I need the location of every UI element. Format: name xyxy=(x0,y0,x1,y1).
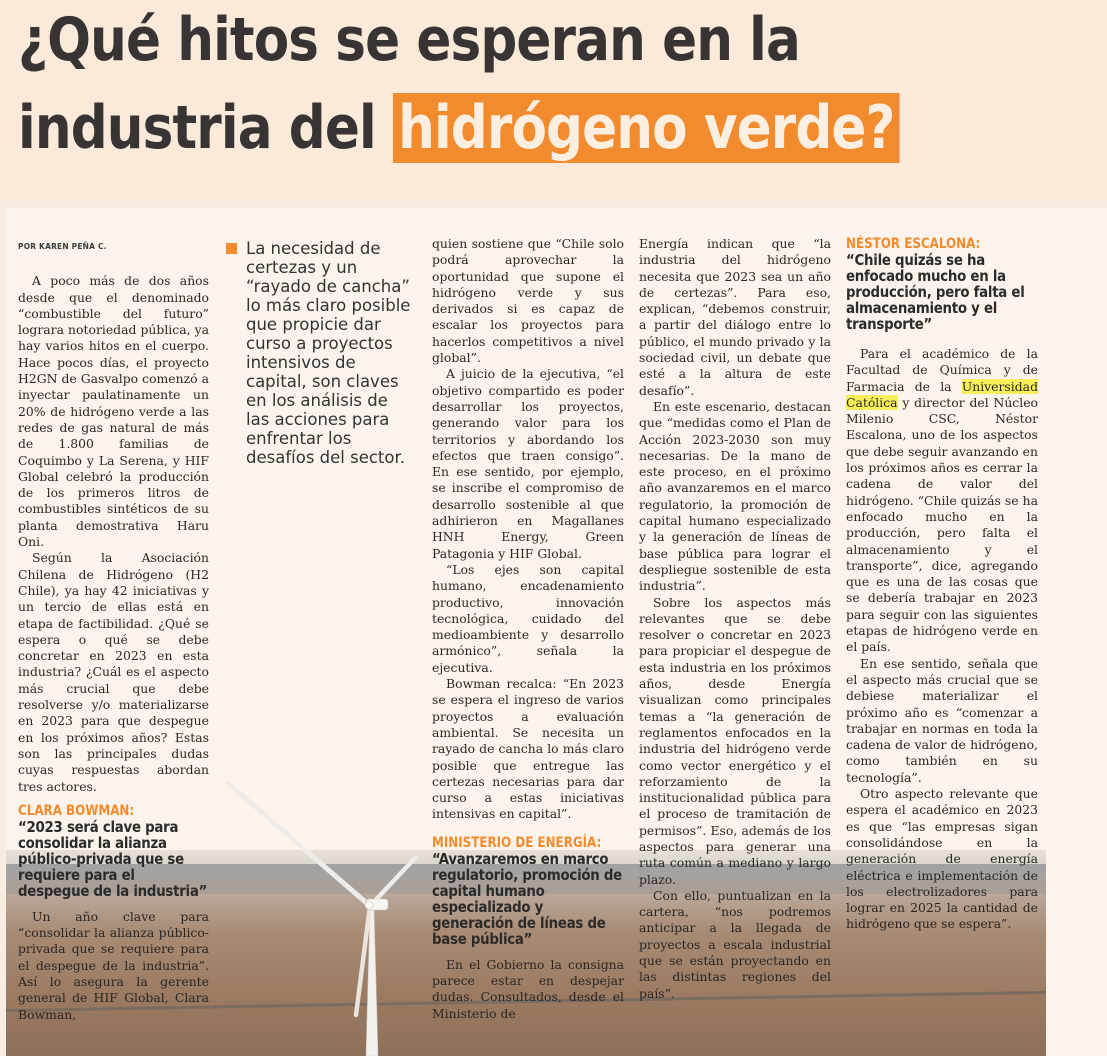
col3-paragraph-3: “Los ejes son capital humano, encadenamiento productivo, innovación tecnológica, cuidado del medioambiente y desarrollo armónico”, señala la ejecutiva. xyxy=(432,561,624,675)
col3-paragraph-5: En el Gobierno la consigna parece estar en despejar dudas. Consultados, desde el Ministerio de xyxy=(432,956,624,1021)
column-2 xyxy=(226,239,416,467)
byline: POR KAREN PEÑA C. xyxy=(18,242,107,251)
ministerio-energia-quote: “Avanzaremos en marco regulatorio, promoción de capital humano especializado y generación de líneas de base pública” xyxy=(432,849,622,948)
ministerio-energia-name: MINISTERIO DE ENERGÍA: xyxy=(432,834,602,851)
nestor-escalona-quote: “Chile quizás se ha enfocado mucho en la producción, pero falta el almacenamiento y el transporte” xyxy=(846,251,1025,333)
wind-turbine-image xyxy=(220,775,450,1056)
col4-paragraph-4: Con ello, puntualizan en la cartera, “nos podremos anticipar a la llegada de proyectos a escala industrial que se están proyectando en las distintas regiones del país”. xyxy=(639,887,831,1001)
col3-paragraph-4: Bowman recalca: “En 2023 se espera el ingreso de varios proyectos a evaluación ambiental. Se necesita un rayado de cancha lo más claro posible que entregue las certezas necesarias para dar curso a estas iniciativas intensivas en capital”. xyxy=(432,676,624,822)
headline-band xyxy=(0,0,1107,200)
col5-p1-after: y director del Núcleo Milenio CSC, Néstor Escalona, uno de los aspectos que debe seguir avanzando en los próximos años es cerrar la cadena de valor del hidrógeno. “Chile quizás se ha enfocado mucho en la producción, pero falta el almacenamiento y el transporte”, dice, agregando que es una de las cosas que se debería trabajar en 2023 para seguir con las siguientes etapas de hidrógeno verde en el país. xyxy=(846,394,1038,655)
col5-p1-before: Para el académico de la Facultad de Química y de Farmacia de la xyxy=(846,346,1038,394)
nestor-escalona-name: NÉSTOR ESCALONA: xyxy=(846,236,981,252)
col4-paragraph-1: Energía indican que “la industria del hidrógeno necesita que 2023 sea un año de certezas”. Para eso, explican, “debemos construir, a partir del diálogo entre lo público, el mundo privado y la sociedad civil, un debate que esté a la altura de este desafío”. xyxy=(639,236,831,398)
col1-paragraph-1: A poco más de dos años desde que el denominado “combustible del futuro” lograra notoriedad pública, ya hay varios hitos en el cuerpo. Hace pocos días, el proyecto H2GN de Gasvalpo comenzó a inyectar paulatinamente un 20% de hidrógeno verde a las redes de gas natural de más de 1.800 familias de Coquimbo y La Serena, y HIF Global celebró la producción de los primeros litros de combustibles sintéticos de su planta demostrativa Haru Oni. xyxy=(18,273,209,550)
column-3 xyxy=(432,236,624,1022)
column-1 xyxy=(18,239,209,1023)
headline-line-1: ¿Qué hitos se esperan en la xyxy=(18,5,800,75)
col1-paragraph-3: Un año clave para “consolidar la alianza público-privada que se requiere para el despegue de la industria”. Así lo asegura la gerente general de HIF Global, Clara Bowman, xyxy=(18,908,209,1022)
pull-quote-text: La necesidad de certezas y un “rayado de cancha” lo más claro posible que propicie dar curso a proyectos intensivos de capital, son claves en los análisis de las acciones para enfrentar los desafíos del sector. xyxy=(246,239,411,467)
column-5 xyxy=(846,236,1038,933)
universidad-catolica-highlight: Universidad Católica xyxy=(846,378,1038,410)
col5-paragraph-3: Otro aspecto relevante que espera el académico en 2023 es que “las empresas sigan consolidándose en la generación de energía eléctrica e implementación de los electrolizadores para lograr en 2025 la cantidad de hidrógeno que se espera”. xyxy=(846,786,1038,932)
headline-line-2 xyxy=(18,92,900,164)
col3-paragraph-1: quien sostiene que “Chile solo podrá aprovechar la oportunidad que supone el hidrógeno verde y sus derivados si es capaz de escalar los proyectos para hacerlos competitivos a nivel global”. xyxy=(432,236,624,366)
clara-bowman-quote: “2023 será clave para consolidar la alianza público-privada que se requiere para el despegue de la industria” xyxy=(18,817,208,900)
headline-line-2-plain: industria del xyxy=(18,93,393,163)
col4-paragraph-2: En este escenario, destacan que “medidas como el Plan de Acción 2023-2030 son muy necesarias. De la mano de este proceso, en el próximo año avanzaremos en el marco regulatorio, la promoción de capital humano especializado y la generación de líneas de base pública para lograr el despliegue sostenible de esta industria”. xyxy=(639,398,831,594)
pull-quote xyxy=(226,239,416,467)
col5-paragraph-1 xyxy=(846,346,1038,656)
col1-paragraph-2: Según la Asociación Chilena de Hidrógeno (H2 Chile), ya hay 42 iniciativas y un tercio de ellas está en etapa de factibilidad. ¿Qué se espera o qué se debe concretar en 2023 en esta industria? ¿Cuál es el aspecto más crucial que debe resolverse y/o materializarse en 2023 para que despegue en los próximos años? Estas son las principales dudas cuyas respuestas abordan tres actores. xyxy=(18,550,209,794)
col4-paragraph-3: Sobre los aspectos más relevantes que se debe resolver o concretar en 2023 para propiciar el despegue de esta industria en los próximos años, desde Energía visualizan como principales temas a “la generación de reglamentos enfocados en la industria del hidrógeno verde como vector energético y el reforzamiento de la institucionalidad pública para el proceso de tramitación de permisos”. Eso, además de los aspectos para generar una ruta común a mediano y largo plazo. xyxy=(639,594,831,887)
col3-paragraph-2: A juicio de la ejecutiva, “el objetivo compartido es poder desarrollar los proyectos, generando valor para los territorios y abordando los efectos que traen consigo”. En ese sentido, por ejemplo, se inscribe el compromiso de desarrollo sostenible al que adhirieron en Magallanes HNH Energy, Green Patagonia y HIF Global. xyxy=(432,366,624,561)
clara-bowman-name: CLARA BOWMAN: xyxy=(18,802,135,819)
headline-highlight: hidrógeno verde? xyxy=(393,93,900,163)
column-4 xyxy=(639,236,831,1002)
orange-square-bullet-icon xyxy=(226,243,237,254)
col5-paragraph-2: En ese sentido, señala que el aspecto más crucial que se debiese materializar el próximo año es “comenzar a trabajar en normas en toda la cadena de valor de hidrógeno, como también en su tecnología”. xyxy=(846,655,1038,785)
